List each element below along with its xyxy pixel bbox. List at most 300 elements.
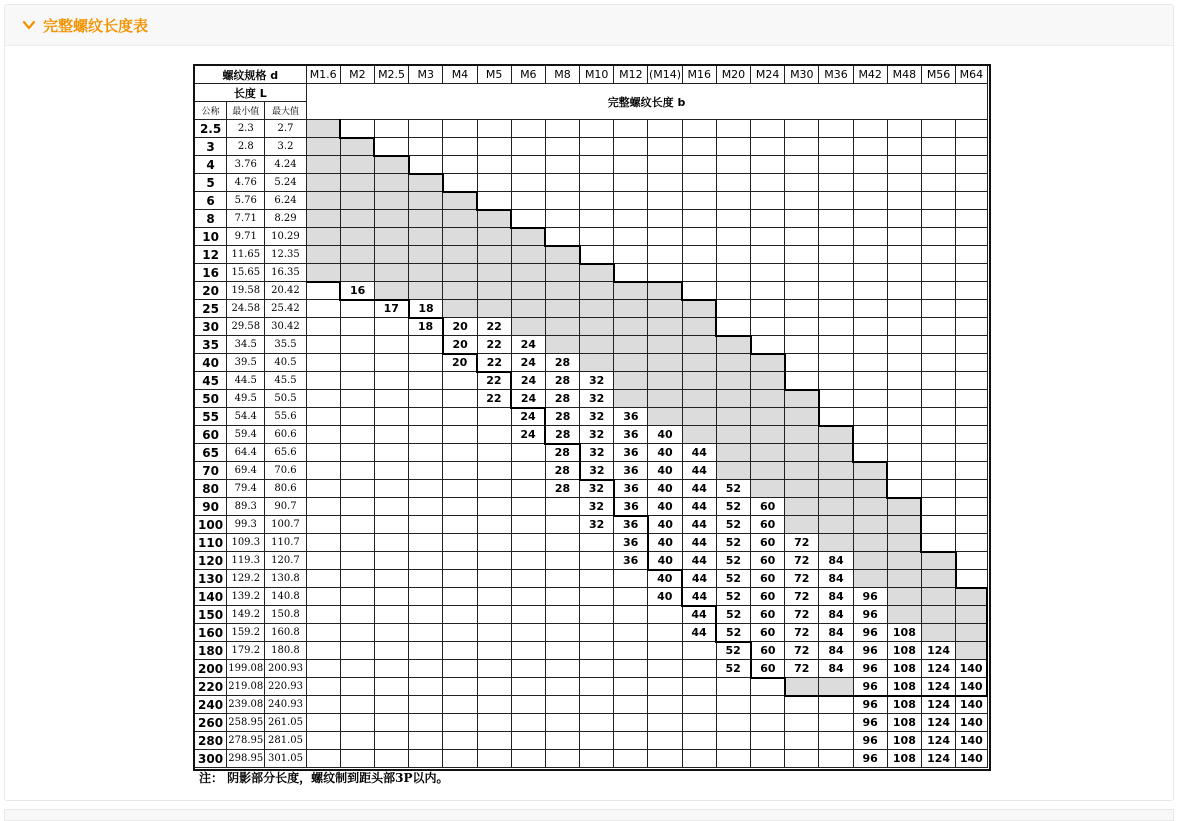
empty-cell (409, 552, 443, 570)
thread-length-value: 24 (511, 336, 545, 354)
empty-cell (409, 678, 443, 696)
panel-header[interactable] (5, 5, 1173, 46)
empty-cell (443, 372, 477, 390)
empty-cell (921, 336, 955, 354)
empty-cell (340, 534, 374, 552)
shaded-cell (409, 228, 443, 246)
empty-cell (716, 696, 750, 714)
shaded-cell (477, 264, 511, 282)
empty-cell (306, 624, 340, 642)
shaded-cell (443, 192, 477, 210)
empty-cell (785, 300, 819, 318)
thread-length-value: 84 (819, 606, 853, 624)
empty-cell (443, 552, 477, 570)
empty-cell (443, 534, 477, 552)
shaded-cell (921, 552, 955, 570)
empty-cell (477, 174, 511, 192)
table-row (195, 408, 988, 426)
shaded-cell (682, 318, 716, 336)
empty-cell (443, 624, 477, 642)
shaded-cell (785, 408, 819, 426)
shaded-cell (716, 408, 750, 426)
empty-cell (921, 300, 955, 318)
table-row (195, 264, 988, 282)
empty-cell (921, 318, 955, 336)
min-length: 49.5 (227, 390, 265, 408)
shaded-cell (751, 426, 785, 444)
min-length: 24.58 (227, 300, 265, 318)
shaded-cell (887, 498, 921, 516)
shaded-cell (819, 462, 853, 480)
empty-cell (580, 570, 614, 588)
empty-cell (545, 624, 579, 642)
empty-cell (306, 552, 340, 570)
nominal-length: 100 (195, 516, 227, 534)
empty-cell (580, 192, 614, 210)
empty-cell (443, 570, 477, 588)
empty-cell (374, 732, 408, 750)
shaded-cell (443, 300, 477, 318)
empty-cell (819, 714, 853, 732)
min-length: 39.5 (227, 354, 265, 372)
empty-cell (921, 444, 955, 462)
shaded-cell (409, 264, 443, 282)
empty-cell (648, 678, 682, 696)
shaded-cell (306, 228, 340, 246)
empty-cell (340, 750, 374, 768)
empty-cell (819, 372, 853, 390)
empty-cell (306, 714, 340, 732)
shaded-cell (648, 372, 682, 390)
thread-length-value: 84 (819, 588, 853, 606)
empty-cell (853, 210, 887, 228)
table-row (195, 318, 988, 336)
thread-length-value: 36 (614, 462, 648, 480)
min-length: 199.08 (227, 660, 265, 678)
table-row (195, 678, 988, 696)
empty-cell (956, 300, 987, 318)
empty-cell (785, 750, 819, 768)
thread-length-value: 16 (340, 282, 374, 300)
empty-cell (374, 444, 408, 462)
max-length: 110.7 (265, 534, 306, 552)
empty-cell (511, 588, 545, 606)
empty-cell (751, 210, 785, 228)
empty-cell (306, 372, 340, 390)
empty-cell (956, 318, 987, 336)
empty-cell (477, 732, 511, 750)
empty-cell (682, 210, 716, 228)
empty-cell (409, 138, 443, 156)
nominal-length: 150 (195, 606, 227, 624)
empty-cell (340, 390, 374, 408)
thread-length-value: 96 (853, 642, 887, 660)
empty-cell (956, 534, 987, 552)
empty-cell (648, 624, 682, 642)
empty-cell (716, 318, 750, 336)
empty-cell (648, 192, 682, 210)
size-header: M5 (477, 66, 511, 84)
empty-cell (682, 714, 716, 732)
max-length: 90.7 (265, 498, 306, 516)
thread-length-value: 17 (374, 300, 408, 318)
empty-cell (887, 228, 921, 246)
shaded-cell (785, 426, 819, 444)
max-length: 180.8 (265, 642, 306, 660)
thread-length-value: 96 (853, 678, 887, 696)
shaded-cell (580, 318, 614, 336)
max-length: 4.24 (265, 156, 306, 174)
table-row (195, 372, 988, 390)
table-row (195, 606, 988, 624)
empty-cell (443, 660, 477, 678)
empty-cell (887, 444, 921, 462)
table-row (195, 462, 988, 480)
shaded-cell (921, 570, 955, 588)
empty-cell (921, 228, 955, 246)
empty-cell (409, 624, 443, 642)
empty-cell (409, 498, 443, 516)
shaded-cell (751, 390, 785, 408)
table-row (195, 696, 988, 714)
thread-length-value: 96 (853, 750, 887, 768)
empty-cell (306, 336, 340, 354)
shaded-cell (545, 264, 579, 282)
empty-cell (956, 264, 987, 282)
size-header: M64 (956, 66, 987, 84)
thread-length-value: 72 (785, 642, 819, 660)
empty-cell (477, 444, 511, 462)
empty-cell (511, 444, 545, 462)
min-length: 44.5 (227, 372, 265, 390)
shaded-cell (545, 246, 579, 264)
thread-length-value: 44 (682, 606, 716, 624)
empty-cell (751, 282, 785, 300)
thread-length-value: 84 (819, 624, 853, 642)
thread-length-value: 32 (580, 480, 614, 498)
min-length: 139.2 (227, 588, 265, 606)
empty-cell (306, 534, 340, 552)
empty-cell (819, 354, 853, 372)
empty-cell (682, 696, 716, 714)
empty-cell (921, 498, 955, 516)
size-header: M48 (887, 66, 921, 84)
max-length: 2.7 (265, 120, 306, 138)
empty-cell (374, 570, 408, 588)
shaded-cell (614, 300, 648, 318)
thread-length-value: 108 (887, 750, 921, 768)
max-length: 3.2 (265, 138, 306, 156)
empty-cell (819, 696, 853, 714)
empty-cell (956, 138, 987, 156)
table-row (195, 228, 988, 246)
nominal-length: 45 (195, 372, 227, 390)
shaded-cell (477, 210, 511, 228)
thread-length-value: 52 (716, 552, 750, 570)
empty-cell (374, 714, 408, 732)
empty-cell (956, 120, 987, 138)
thread-length-value: 72 (785, 552, 819, 570)
thread-length-value: 96 (853, 606, 887, 624)
shaded-cell (511, 282, 545, 300)
max-length: 40.5 (265, 354, 306, 372)
empty-cell (956, 444, 987, 462)
max-length: 60.6 (265, 426, 306, 444)
thread-length-value: 40 (648, 426, 682, 444)
max-length: 6.24 (265, 192, 306, 210)
shaded-cell (580, 300, 614, 318)
min-length: 69.4 (227, 462, 265, 480)
empty-cell (716, 138, 750, 156)
empty-cell (887, 138, 921, 156)
thread-length-value: 24 (511, 426, 545, 444)
shaded-cell (443, 228, 477, 246)
chevron-down-icon[interactable] (21, 17, 37, 33)
empty-cell (716, 246, 750, 264)
empty-cell (887, 390, 921, 408)
empty-cell (819, 138, 853, 156)
empty-cell (614, 714, 648, 732)
empty-cell (306, 300, 340, 318)
size-header: M10 (580, 66, 614, 84)
shaded-cell (921, 606, 955, 624)
shaded-cell (956, 606, 987, 624)
empty-cell (682, 750, 716, 768)
empty-cell (545, 534, 579, 552)
empty-cell (477, 516, 511, 534)
empty-cell (477, 534, 511, 552)
size-header: M16 (682, 66, 716, 84)
thread-length-value: 18 (409, 318, 443, 336)
nominal-length: 260 (195, 714, 227, 732)
max-length: 20.42 (265, 282, 306, 300)
empty-cell (956, 282, 987, 300)
empty-cell (340, 354, 374, 372)
nominal-length: 20 (195, 282, 227, 300)
shaded-cell (716, 444, 750, 462)
empty-cell (921, 246, 955, 264)
shaded-cell (785, 462, 819, 480)
shaded-cell (751, 372, 785, 390)
empty-cell (340, 606, 374, 624)
empty-cell (887, 426, 921, 444)
thread-length-value: 40 (648, 516, 682, 534)
empty-cell (716, 750, 750, 768)
empty-cell (409, 750, 443, 768)
shaded-cell (614, 354, 648, 372)
empty-cell (443, 480, 477, 498)
thread-length-value: 140 (956, 732, 987, 750)
thread-length-value: 40 (648, 480, 682, 498)
empty-cell (580, 750, 614, 768)
empty-cell (648, 642, 682, 660)
shaded-cell (648, 408, 682, 426)
shaded-cell (374, 264, 408, 282)
empty-cell (921, 516, 955, 534)
empty-cell (751, 318, 785, 336)
empty-cell (682, 228, 716, 246)
empty-cell (511, 210, 545, 228)
empty-cell (374, 354, 408, 372)
empty-cell (887, 318, 921, 336)
empty-cell (716, 264, 750, 282)
shaded-cell (716, 336, 750, 354)
empty-cell (511, 642, 545, 660)
thread-length-value: 20 (443, 336, 477, 354)
max-length: 8.29 (265, 210, 306, 228)
empty-cell (443, 444, 477, 462)
empty-cell (580, 228, 614, 246)
empty-cell (340, 498, 374, 516)
shaded-cell (921, 588, 955, 606)
min-length: 9.71 (227, 228, 265, 246)
empty-cell (306, 318, 340, 336)
shaded-cell (511, 228, 545, 246)
min-length: 99.3 (227, 516, 265, 534)
shaded-cell (956, 588, 987, 606)
thread-length-value: 44 (682, 480, 716, 498)
empty-cell (887, 246, 921, 264)
thread-length-value: 36 (614, 426, 648, 444)
shaded-cell (682, 408, 716, 426)
empty-cell (545, 750, 579, 768)
nominal-length: 130 (195, 570, 227, 588)
nominal-length: 40 (195, 354, 227, 372)
thread-length-value: 140 (956, 696, 987, 714)
empty-cell (409, 534, 443, 552)
empty-cell (545, 228, 579, 246)
nominal-length: 50 (195, 390, 227, 408)
empty-cell (409, 372, 443, 390)
empty-cell (887, 156, 921, 174)
shaded-cell (716, 372, 750, 390)
shaded-cell (853, 516, 887, 534)
empty-cell (306, 408, 340, 426)
empty-cell (374, 318, 408, 336)
min-length: 219.08 (227, 678, 265, 696)
empty-cell (921, 408, 955, 426)
table-note: 注： 阴影部分长度，螺纹制到距头部3P以内。 (199, 771, 449, 785)
empty-cell (545, 192, 579, 210)
empty-cell (887, 210, 921, 228)
empty-cell (374, 480, 408, 498)
max-length: 301.05 (265, 750, 306, 768)
empty-cell (921, 282, 955, 300)
thread-length-value: 108 (887, 624, 921, 642)
thread-length-value: 84 (819, 570, 853, 588)
thread-length-value: 52 (716, 642, 750, 660)
thread-length-value: 84 (819, 552, 853, 570)
empty-cell (580, 588, 614, 606)
table-row (195, 624, 988, 642)
empty-cell (956, 462, 987, 480)
empty-cell (340, 732, 374, 750)
empty-cell (819, 246, 853, 264)
shaded-cell (580, 336, 614, 354)
empty-cell (921, 462, 955, 480)
empty-cell (853, 318, 887, 336)
shaded-cell (682, 390, 716, 408)
empty-cell (409, 120, 443, 138)
shaded-cell (853, 534, 887, 552)
length-label: 长度 L (195, 84, 307, 102)
shaded-cell (477, 300, 511, 318)
max-length: 130.8 (265, 570, 306, 588)
min-length: 11.65 (227, 246, 265, 264)
empty-cell (511, 120, 545, 138)
empty-cell (921, 156, 955, 174)
empty-cell (306, 588, 340, 606)
min-length: 159.2 (227, 624, 265, 642)
empty-cell (614, 696, 648, 714)
empty-cell (921, 534, 955, 552)
empty-cell (956, 156, 987, 174)
shaded-cell (443, 264, 477, 282)
shaded-cell (340, 192, 374, 210)
thread-length-value: 44 (682, 516, 716, 534)
thread-length-value: 36 (614, 552, 648, 570)
min-length: 5.76 (227, 192, 265, 210)
empty-cell (409, 606, 443, 624)
empty-cell (853, 174, 887, 192)
empty-cell (956, 174, 987, 192)
empty-cell (443, 138, 477, 156)
empty-cell (511, 660, 545, 678)
thread-length-value: 108 (887, 642, 921, 660)
empty-cell (716, 300, 750, 318)
min-label: 最小值 (227, 102, 265, 120)
shaded-cell (443, 210, 477, 228)
empty-cell (443, 426, 477, 444)
empty-cell (545, 660, 579, 678)
max-length: 220.93 (265, 678, 306, 696)
empty-cell (511, 606, 545, 624)
empty-cell (819, 210, 853, 228)
shaded-cell (443, 246, 477, 264)
empty-cell (511, 156, 545, 174)
empty-cell (374, 588, 408, 606)
thread-length-value: 140 (956, 714, 987, 732)
empty-cell (648, 120, 682, 138)
shaded-cell (340, 246, 374, 264)
shaded-cell (887, 534, 921, 552)
empty-cell (785, 264, 819, 282)
empty-cell (887, 300, 921, 318)
shaded-cell (306, 174, 340, 192)
empty-cell (477, 426, 511, 444)
empty-cell (580, 210, 614, 228)
table-row (195, 516, 988, 534)
shaded-cell (511, 300, 545, 318)
empty-cell (306, 354, 340, 372)
empty-cell (443, 498, 477, 516)
empty-cell (443, 732, 477, 750)
size-header: M24 (751, 66, 785, 84)
thread-length-value: 28 (545, 408, 579, 426)
empty-cell (716, 174, 750, 192)
empty-cell (340, 660, 374, 678)
max-length: 120.7 (265, 552, 306, 570)
shaded-cell (751, 462, 785, 480)
shaded-cell (956, 624, 987, 642)
max-length: 200.93 (265, 660, 306, 678)
min-length: 129.2 (227, 570, 265, 588)
min-length: 278.95 (227, 732, 265, 750)
empty-cell (682, 264, 716, 282)
shaded-cell (853, 480, 887, 498)
empty-cell (853, 300, 887, 318)
empty-cell (751, 678, 785, 696)
